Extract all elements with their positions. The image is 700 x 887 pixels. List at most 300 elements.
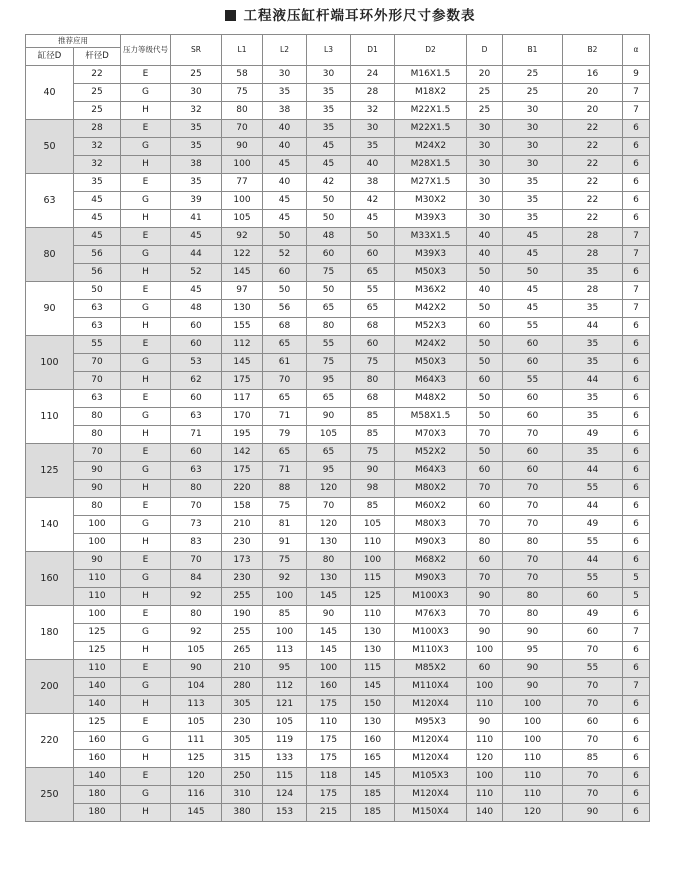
pressure-code-cell: E — [121, 606, 171, 624]
rod-diameter-cell: 70 — [74, 354, 121, 372]
value-cell: 90 — [467, 624, 503, 642]
value-cell: 45 — [263, 210, 307, 228]
value-cell: 68 — [351, 318, 395, 336]
rod-diameter-cell: 125 — [74, 714, 121, 732]
rod-diameter-cell: 56 — [74, 264, 121, 282]
value-cell: M90X3 — [395, 570, 467, 588]
table-row — [26, 588, 650, 606]
value-cell: 90 — [503, 624, 563, 642]
table-row — [26, 156, 650, 174]
value-cell: 153 — [263, 804, 307, 822]
value-cell: 100 — [503, 714, 563, 732]
value-cell: 45 — [503, 246, 563, 264]
square-bullet-icon — [225, 10, 236, 21]
value-cell: 175 — [307, 696, 351, 714]
value-cell: 70 — [503, 426, 563, 444]
value-cell: 45 — [351, 210, 395, 228]
value-cell: 125 — [351, 588, 395, 606]
value-cell: 25 — [171, 66, 222, 84]
table-row — [26, 624, 650, 642]
value-cell: 122 — [222, 246, 263, 264]
header-sr: SR — [171, 35, 222, 66]
value-cell: M110X4 — [395, 678, 467, 696]
value-cell: 45 — [503, 300, 563, 318]
pressure-code-cell: E — [121, 498, 171, 516]
value-cell: 35 — [563, 354, 623, 372]
rod-diameter-cell: 110 — [74, 660, 121, 678]
header-rod-diameter: 杆径D — [74, 48, 121, 66]
value-cell: 75 — [351, 354, 395, 372]
value-cell: 71 — [171, 426, 222, 444]
value-cell: 60 — [263, 264, 307, 282]
table-row — [26, 282, 650, 300]
value-cell: 6 — [623, 732, 650, 750]
pressure-code-cell: G — [121, 570, 171, 588]
value-cell: 30 — [307, 66, 351, 84]
value-cell: 60 — [467, 660, 503, 678]
value-cell: 65 — [307, 390, 351, 408]
value-cell: 90 — [467, 588, 503, 606]
header-l3: L3 — [307, 35, 351, 66]
pressure-code-cell: H — [121, 480, 171, 498]
table-row — [26, 516, 650, 534]
rod-diameter-cell: 90 — [74, 462, 121, 480]
table-row — [26, 714, 650, 732]
table-container — [25, 34, 650, 822]
value-cell: 70 — [171, 498, 222, 516]
bore-diameter-cell: 200 — [26, 660, 74, 714]
value-cell: 255 — [222, 624, 263, 642]
value-cell: 6 — [623, 120, 650, 138]
value-cell: 50 — [467, 336, 503, 354]
value-cell: 185 — [351, 786, 395, 804]
value-cell: 80 — [307, 318, 351, 336]
value-cell: 133 — [263, 750, 307, 768]
value-cell: 35 — [563, 444, 623, 462]
rod-diameter-cell: 160 — [74, 750, 121, 768]
rod-diameter-cell: 90 — [74, 480, 121, 498]
value-cell: 30 — [467, 174, 503, 192]
value-cell: 130 — [351, 624, 395, 642]
value-cell: 95 — [503, 642, 563, 660]
value-cell: 75 — [307, 354, 351, 372]
value-cell: 80 — [222, 102, 263, 120]
bore-diameter-cell: 80 — [26, 228, 74, 282]
pressure-code-cell: E — [121, 282, 171, 300]
value-cell: 49 — [563, 516, 623, 534]
value-cell: 45 — [263, 192, 307, 210]
table-row — [26, 372, 650, 390]
value-cell: 95 — [263, 660, 307, 678]
value-cell: 120 — [307, 516, 351, 534]
value-cell: 22 — [563, 120, 623, 138]
value-cell: 70 — [467, 480, 503, 498]
header-b1: B1 — [503, 35, 563, 66]
value-cell: 315 — [222, 750, 263, 768]
value-cell: 83 — [171, 534, 222, 552]
bore-diameter-cell: 250 — [26, 768, 74, 822]
value-cell: 62 — [171, 372, 222, 390]
bore-group — [26, 282, 650, 336]
value-cell: 50 — [467, 354, 503, 372]
value-cell: 30 — [171, 84, 222, 102]
value-cell: 97 — [222, 282, 263, 300]
value-cell: 6 — [623, 318, 650, 336]
rod-diameter-cell: 125 — [74, 642, 121, 660]
value-cell: 75 — [307, 264, 351, 282]
value-cell: 175 — [222, 462, 263, 480]
value-cell: 88 — [263, 480, 307, 498]
rod-diameter-cell: 140 — [74, 768, 121, 786]
pressure-code-cell: H — [121, 588, 171, 606]
rod-diameter-cell: 25 — [74, 84, 121, 102]
pressure-code-cell: E — [121, 390, 171, 408]
rod-diameter-cell: 125 — [74, 624, 121, 642]
value-cell: 30 — [503, 102, 563, 120]
pressure-code-cell: H — [121, 642, 171, 660]
value-cell: 41 — [171, 210, 222, 228]
page-title — [0, 6, 700, 26]
value-cell: 100 — [467, 642, 503, 660]
value-cell: 40 — [467, 282, 503, 300]
value-cell: 90 — [563, 804, 623, 822]
value-cell: 210 — [222, 516, 263, 534]
value-cell: 58 — [222, 66, 263, 84]
value-cell: 60 — [171, 390, 222, 408]
value-cell: 190 — [222, 606, 263, 624]
table-row — [26, 336, 650, 354]
value-cell: 44 — [563, 552, 623, 570]
rod-diameter-cell: 63 — [74, 300, 121, 318]
value-cell: 145 — [351, 678, 395, 696]
value-cell: 40 — [263, 174, 307, 192]
value-cell: 79 — [263, 426, 307, 444]
value-cell: M76X3 — [395, 606, 467, 624]
value-cell: 68 — [263, 318, 307, 336]
table-row — [26, 354, 650, 372]
value-cell: 44 — [563, 498, 623, 516]
value-cell: 61 — [263, 354, 307, 372]
value-cell: 175 — [222, 372, 263, 390]
value-cell: 30 — [263, 66, 307, 84]
value-cell: M90X3 — [395, 534, 467, 552]
value-cell: 130 — [307, 534, 351, 552]
value-cell: 35 — [307, 102, 351, 120]
rod-diameter-cell: 110 — [74, 588, 121, 606]
value-cell: 44 — [563, 318, 623, 336]
value-cell: 110 — [307, 714, 351, 732]
value-cell: 105 — [351, 516, 395, 534]
value-cell: 92 — [171, 588, 222, 606]
pressure-code-cell: H — [121, 318, 171, 336]
value-cell: 100 — [307, 660, 351, 678]
value-cell: 100 — [467, 768, 503, 786]
value-cell: 210 — [222, 660, 263, 678]
bore-group — [26, 498, 650, 552]
value-cell: 65 — [307, 300, 351, 318]
value-cell: 105 — [171, 642, 222, 660]
value-cell: 48 — [307, 228, 351, 246]
header-b2: B2 — [563, 35, 623, 66]
value-cell: 110 — [503, 768, 563, 786]
value-cell: 70 — [503, 480, 563, 498]
bore-group — [26, 768, 650, 822]
value-cell: 6 — [623, 786, 650, 804]
value-cell: 80 — [503, 606, 563, 624]
value-cell: 124 — [263, 786, 307, 804]
pressure-code-cell: H — [121, 102, 171, 120]
value-cell: 24 — [351, 66, 395, 84]
value-cell: M100X3 — [395, 624, 467, 642]
value-cell: 170 — [222, 408, 263, 426]
rod-diameter-cell: 63 — [74, 318, 121, 336]
value-cell: 50 — [263, 228, 307, 246]
bore-group — [26, 120, 650, 174]
value-cell: 120 — [503, 804, 563, 822]
value-cell: 28 — [563, 228, 623, 246]
value-cell: 7 — [623, 678, 650, 696]
value-cell: 105 — [171, 714, 222, 732]
value-cell: 28 — [563, 282, 623, 300]
value-cell: 6 — [623, 606, 650, 624]
value-cell: 40 — [351, 156, 395, 174]
table-row — [26, 462, 650, 480]
value-cell: 145 — [307, 624, 351, 642]
value-cell: 6 — [623, 642, 650, 660]
value-cell: 60 — [467, 372, 503, 390]
value-cell: 71 — [263, 408, 307, 426]
value-cell: 35 — [307, 84, 351, 102]
bore-group — [26, 606, 650, 660]
pressure-code-cell: G — [121, 138, 171, 156]
value-cell: M22X1.5 — [395, 102, 467, 120]
table-row — [26, 210, 650, 228]
value-cell: 81 — [263, 516, 307, 534]
value-cell: 70 — [467, 570, 503, 588]
value-cell: 60 — [467, 498, 503, 516]
pressure-code-cell: H — [121, 426, 171, 444]
value-cell: 100 — [222, 192, 263, 210]
value-cell: 113 — [263, 642, 307, 660]
value-cell: 30 — [503, 120, 563, 138]
value-cell: 75 — [263, 498, 307, 516]
value-cell: 75 — [263, 552, 307, 570]
table-row — [26, 552, 650, 570]
value-cell: 60 — [563, 624, 623, 642]
value-cell: 105 — [307, 426, 351, 444]
value-cell: 55 — [503, 318, 563, 336]
value-cell: 48 — [171, 300, 222, 318]
value-cell: 175 — [307, 786, 351, 804]
value-cell: 42 — [307, 174, 351, 192]
value-cell: 119 — [263, 732, 307, 750]
value-cell: 60 — [171, 318, 222, 336]
value-cell: 70 — [563, 732, 623, 750]
pressure-code-cell: G — [121, 516, 171, 534]
value-cell: 6 — [623, 192, 650, 210]
value-cell: 90 — [307, 606, 351, 624]
value-cell: 22 — [563, 174, 623, 192]
value-cell: 50 — [307, 210, 351, 228]
value-cell: 215 — [307, 804, 351, 822]
value-cell: 145 — [307, 588, 351, 606]
value-cell: 9 — [623, 66, 650, 84]
rod-diameter-cell: 45 — [74, 210, 121, 228]
table-row — [26, 102, 650, 120]
value-cell: 6 — [623, 462, 650, 480]
pressure-code-cell: E — [121, 228, 171, 246]
value-cell: M16X1.5 — [395, 66, 467, 84]
bore-diameter-cell: 125 — [26, 444, 74, 498]
bore-diameter-cell: 180 — [26, 606, 74, 660]
value-cell: 65 — [263, 444, 307, 462]
value-cell: 16 — [563, 66, 623, 84]
value-cell: 35 — [503, 192, 563, 210]
pressure-code-cell: G — [121, 192, 171, 210]
table-row — [26, 174, 650, 192]
bore-diameter-cell: 100 — [26, 336, 74, 390]
value-cell: 90 — [467, 714, 503, 732]
value-cell: 52 — [263, 246, 307, 264]
rod-diameter-cell: 160 — [74, 732, 121, 750]
value-cell: 55 — [351, 282, 395, 300]
pressure-code-cell: G — [121, 354, 171, 372]
value-cell: 100 — [503, 696, 563, 714]
value-cell: 92 — [263, 570, 307, 588]
table-row — [26, 804, 650, 822]
table-row — [26, 606, 650, 624]
value-cell: 255 — [222, 588, 263, 606]
value-cell: 6 — [623, 138, 650, 156]
value-cell: 25 — [467, 102, 503, 120]
table-row — [26, 642, 650, 660]
table-row — [26, 660, 650, 678]
value-cell: M27X1.5 — [395, 174, 467, 192]
value-cell: 91 — [263, 534, 307, 552]
value-cell: 40 — [263, 138, 307, 156]
value-cell: 173 — [222, 552, 263, 570]
value-cell: 65 — [351, 300, 395, 318]
value-cell: 42 — [351, 192, 395, 210]
value-cell: 28 — [351, 84, 395, 102]
rod-diameter-cell: 32 — [74, 138, 121, 156]
value-cell: M58X1.5 — [395, 408, 467, 426]
table-row — [26, 426, 650, 444]
value-cell: 145 — [222, 354, 263, 372]
rod-diameter-cell: 55 — [74, 336, 121, 354]
value-cell: 125 — [171, 750, 222, 768]
value-cell: 55 — [563, 480, 623, 498]
value-cell: 118 — [307, 768, 351, 786]
value-cell: 45 — [503, 228, 563, 246]
value-cell: 30 — [503, 156, 563, 174]
value-cell: 35 — [563, 264, 623, 282]
value-cell: 80 — [467, 534, 503, 552]
rod-diameter-cell: 100 — [74, 534, 121, 552]
value-cell: 63 — [171, 408, 222, 426]
value-cell: 110 — [351, 534, 395, 552]
header-l2: L2 — [263, 35, 307, 66]
value-cell: 280 — [222, 678, 263, 696]
value-cell: 50 — [307, 192, 351, 210]
value-cell: 55 — [563, 534, 623, 552]
value-cell: 230 — [222, 714, 263, 732]
value-cell: 5 — [623, 588, 650, 606]
value-cell: 55 — [563, 660, 623, 678]
value-cell: M50X3 — [395, 264, 467, 282]
value-cell: M80X3 — [395, 516, 467, 534]
header-pressure: 压力等级代号 — [121, 35, 171, 66]
value-cell: 40 — [467, 246, 503, 264]
value-cell: 45 — [307, 156, 351, 174]
value-cell: 50 — [351, 228, 395, 246]
pressure-code-cell: H — [121, 372, 171, 390]
value-cell: 6 — [623, 804, 650, 822]
value-cell: 6 — [623, 372, 650, 390]
value-cell: 6 — [623, 210, 650, 228]
value-cell: 80 — [503, 588, 563, 606]
value-cell: M33X1.5 — [395, 228, 467, 246]
bore-group — [26, 714, 650, 768]
value-cell: M24X2 — [395, 336, 467, 354]
value-cell: 220 — [222, 480, 263, 498]
value-cell: 25 — [467, 84, 503, 102]
value-cell: 7 — [623, 624, 650, 642]
table-row — [26, 228, 650, 246]
value-cell: 95 — [307, 462, 351, 480]
rod-diameter-cell: 63 — [74, 390, 121, 408]
value-cell: 53 — [171, 354, 222, 372]
value-cell: M52X2 — [395, 444, 467, 462]
value-cell: 38 — [263, 102, 307, 120]
value-cell: 6 — [623, 336, 650, 354]
value-cell: 142 — [222, 444, 263, 462]
value-cell: M120X4 — [395, 732, 467, 750]
value-cell: 112 — [263, 678, 307, 696]
value-cell: 35 — [503, 210, 563, 228]
value-cell: M42X2 — [395, 300, 467, 318]
value-cell: 115 — [351, 660, 395, 678]
value-cell: 85 — [351, 408, 395, 426]
table-row — [26, 480, 650, 498]
value-cell: 60 — [563, 588, 623, 606]
table-row — [26, 768, 650, 786]
value-cell: 30 — [467, 156, 503, 174]
value-cell: 44 — [563, 372, 623, 390]
value-cell: M150X4 — [395, 804, 467, 822]
value-cell: 100 — [222, 156, 263, 174]
value-cell: 38 — [351, 174, 395, 192]
value-cell: 92 — [222, 228, 263, 246]
value-cell: 65 — [263, 390, 307, 408]
value-cell: M85X2 — [395, 660, 467, 678]
value-cell: 45 — [503, 282, 563, 300]
pressure-code-cell: G — [121, 84, 171, 102]
bore-group — [26, 552, 650, 606]
value-cell: 44 — [563, 462, 623, 480]
value-cell: 120 — [467, 750, 503, 768]
value-cell: 77 — [222, 174, 263, 192]
value-cell: 35 — [263, 84, 307, 102]
value-cell: 130 — [307, 570, 351, 588]
value-cell: M50X3 — [395, 354, 467, 372]
table-row — [26, 732, 650, 750]
value-cell: 60 — [503, 408, 563, 426]
value-cell: 110 — [467, 786, 503, 804]
value-cell: 35 — [563, 300, 623, 318]
pressure-code-cell: G — [121, 408, 171, 426]
bore-group — [26, 336, 650, 390]
